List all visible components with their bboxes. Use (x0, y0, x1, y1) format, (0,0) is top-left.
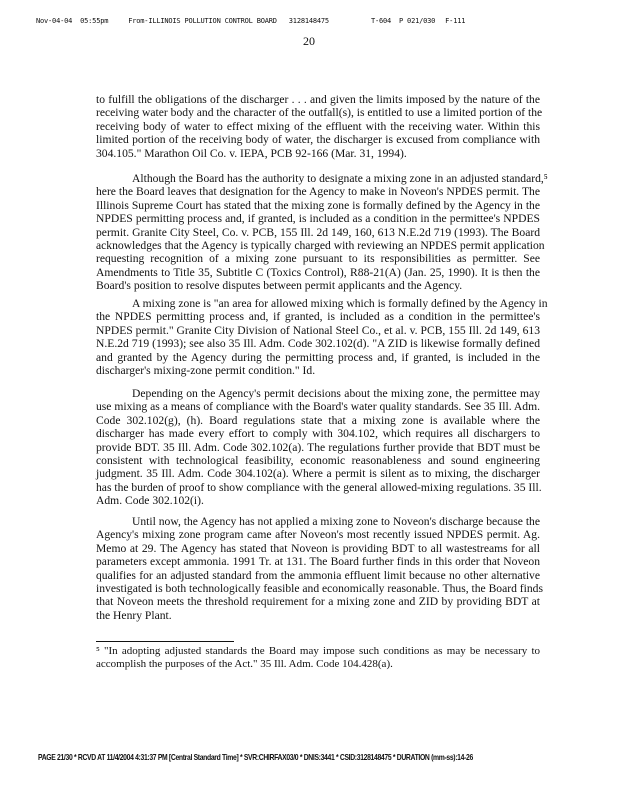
paragraph-3 (96, 297, 548, 377)
fax-from: From-ILLINOIS POLLUTION CONTROL BOARD (128, 17, 277, 25)
text-line: requesting recognition of a mixing zone pursuant to its responsibilities as permitter. See (96, 252, 540, 266)
fax-header (36, 17, 465, 25)
fax-footer: PAGE 21/30 * RCVD AT 11/4/2004 4:31:37 PM [Central Standard Time] * SVR:CHIRFAX03/0 * DNIS:3441 * CSID:3128148475 * DURATION (mm-ss):14-26 (38, 752, 473, 762)
text-line: investigated is both technologically feasible and economically reasonable. Thus, the Board finds (96, 581, 543, 595)
text-line: the Henry Plant. (96, 608, 172, 622)
text-line: provide BDT. 35 Ill. Adm. Code 302.102(a). The regulations further provide that BDT must be (96, 440, 540, 454)
footnote (96, 645, 540, 672)
paragraph-4 (96, 387, 540, 508)
text-line: qualifies for an adjusted standard from the ammonia effluent limit because no other alternative (96, 568, 540, 582)
text-line: Although the Board has the authority to designate a mixing zone in an adjusted standard,⁵ (132, 172, 548, 185)
fax-tx: T-604 (370, 17, 392, 25)
text-line: Memo at 29. The Agency has stated that Noveon is providing BDT to all wastestreams for all (96, 541, 540, 555)
text-line: receiving water body and the character of the outfall(s), is entitled to use a limited portion of the (96, 106, 543, 120)
text-line: Until now, the Agency has not applied a mixing zone to Noveon's discharge because the (132, 515, 540, 528)
text-line: NPDES permit." Granite City Division of National Steel Co., et al. v. PCB, 155 Ill. 2d 149, 613 (96, 323, 540, 337)
text-line: to fulfill the obligations of the discharger . . . and given the limits imposed by the nature of the (96, 93, 540, 106)
text-line: the NPDES permitting process and, if granted, is included as a condition in the permittee's (96, 310, 540, 324)
paragraph-1 (96, 93, 543, 160)
text-line: Amendments to Title 35, Subtitle C (Toxics Control), R88-21(A) (Jan. 25, 1990). It is then the (96, 265, 540, 279)
text-line: Agency's mixing zone program came after Noveon's most recently issued NPDES permit. Ag. (96, 528, 540, 542)
text-line: 304.105." Marathon Oil Co. v. IEPA, PCB 92-166 (Mar. 31, 1994). (96, 146, 407, 160)
text-line: has the burden of proof to show compliance with the general allowed-mixing regulations. 35 Ill. (96, 480, 542, 494)
text-line: Depending on the Agency's permit decisions about the mixing zone, the permittee may (132, 387, 540, 400)
fax-time: 05:55pm (80, 17, 109, 25)
paragraph-5 (96, 515, 543, 622)
footnote-divider (96, 641, 234, 642)
text-line: A mixing zone is "an area for allowed mixing which is formally defined by the Agency in (132, 297, 548, 310)
text-line: parameters except ammonia. 1991 Tr. at 131. The Board further finds in this order that Noveon (96, 555, 540, 569)
text-line: receiving body of water to effect mixing of the effluent with the receiving water. Within this (96, 119, 540, 133)
text-line: here the Board leaves that designation for the Agency to make in Noveon's NPDES permit. The (96, 185, 540, 199)
fax-page: P 021/030 (399, 17, 436, 25)
fax-date: Nov-04-04 (36, 17, 73, 25)
text-line: Adm. Code 302.102(i). (96, 494, 204, 508)
text-line: discharger has made every effort to comply with 304.102, which requires all dischargers to (96, 427, 540, 441)
text-line: discharger's mixing-zone permit condition." Id. (96, 363, 316, 377)
page-number: 20 (303, 34, 315, 48)
text-line: Code 302.102(g), (h). Board regulations state that a mixing zone is available where the (96, 413, 540, 427)
footnote-line: accomplish the purposes of the Act." 35 Ill. Adm. Code 104.428(a). (96, 658, 393, 671)
text-line: acknowledges that the Agency is typically charged with reviewing an NPDES permit application (96, 238, 545, 252)
text-line: consistent with technological feasibility, economic reasonableness and sound engineering (96, 453, 540, 467)
fax-f: F-111 (445, 17, 466, 25)
text-line: use mixing as a means of compliance with the Board's water quality standards. See 35 Ill. Adm. (96, 400, 540, 414)
text-line: limited portion of the receiving body of water, the discharger is excused from compliance with (96, 133, 540, 147)
text-line: Board's position to resolve disputes between permit applicants and the Agency. (96, 279, 463, 293)
text-line: N.E.2d 719 (1993); see also 35 Ill. Adm. Code 302.102(d). "A ZID is likewise formally defined (96, 337, 540, 351)
fax-phone: 3128148475 (288, 17, 329, 25)
text-line: NPDES permitting process and, if granted, is included as a condition in the permittee's NPDES (96, 212, 540, 226)
text-line: that Noveon meets the threshold requirement for a mixing zone and ZID by providing BDT at (96, 595, 540, 609)
text-line: and granted by the Agency during the permitting process and, if granted, is included in the (96, 350, 540, 364)
text-line: permit. Granite City Steel, Co. v. PCB, 155 Ill. 2d 149, 160, 613 N.E.2d 719 (1993). The Board (96, 225, 540, 239)
text-line: judgment. 35 Ill. Adm. Code 304.102(a). Where a permit is silent as to mixing, the discharger (96, 467, 540, 481)
text-line: Illinois Supreme Court has stated that the mixing zone is formally defined by the Agency in the (96, 198, 540, 212)
paragraph-2 (96, 172, 548, 293)
footnote-line: ⁵ "In adopting adjusted standards the Board may impose such conditions as may be necessary to (96, 645, 540, 657)
